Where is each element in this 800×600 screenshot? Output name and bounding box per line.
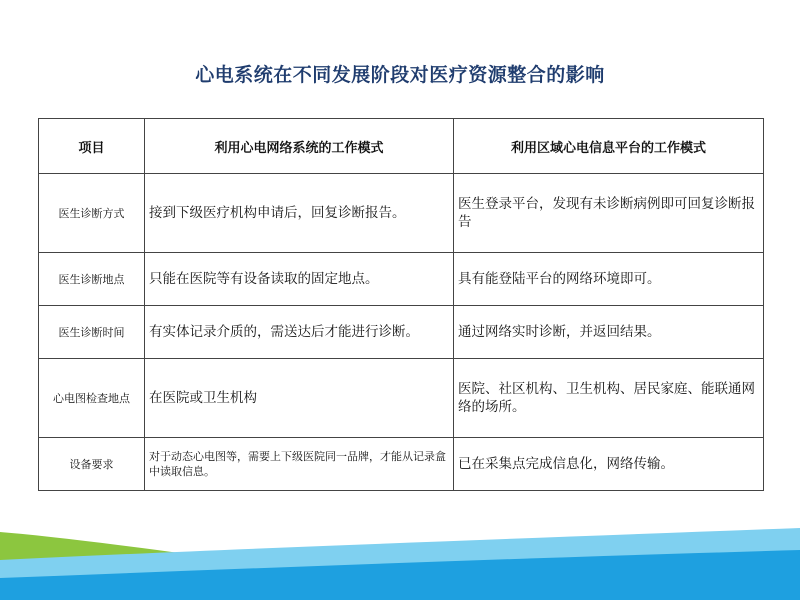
- comparison-table: [38, 118, 764, 491]
- header-platform-mode: 利用区域心电信息平台的工作模式: [454, 119, 764, 174]
- row-label: 心电图检查地点: [39, 359, 145, 438]
- row-label: 设备要求: [39, 438, 145, 491]
- platform-cell: 医院、社区机构、卫生机构、居民家庭、能联通网络的场所。: [454, 359, 764, 438]
- platform-cell: 已在采集点完成信息化，网络传输。: [454, 438, 764, 491]
- table-row: [39, 253, 764, 306]
- footer-wave-decoration: [0, 520, 800, 600]
- table-row: [39, 359, 764, 438]
- platform-cell: 医生登录平台，发现有未诊断病例即可回复诊断报告: [454, 174, 764, 253]
- network-cell: 接到下级医疗机构申请后，回复诊断报告。: [145, 174, 454, 253]
- platform-cell: 通过网络实时诊断，并返回结果。: [454, 306, 764, 359]
- row-label: 医生诊断时间: [39, 306, 145, 359]
- table-row: [39, 438, 764, 491]
- network-cell: 有实体记录介质的，需送达后才能进行诊断。: [145, 306, 454, 359]
- network-cell: 只能在医院等有设备读取的固定地点。: [145, 253, 454, 306]
- row-label: 医生诊断地点: [39, 253, 145, 306]
- table-header-row: [39, 119, 764, 174]
- table-row: [39, 174, 764, 253]
- table-row: [39, 306, 764, 359]
- slide-title: 心电系统在不同发展阶段对医疗资源整合的影响: [195, 64, 605, 86]
- header-item: 项目: [39, 119, 145, 174]
- network-cell: 在医院或卫生机构: [145, 359, 454, 438]
- row-label: 医生诊断方式: [39, 174, 145, 253]
- network-cell: 对于动态心电图等，需要上下级医院同一品牌，才能从记录盒中读取信息。: [145, 438, 454, 491]
- platform-cell: 具有能登陆平台的网络环境即可。: [454, 253, 764, 306]
- header-network-mode: 利用心电网络系统的工作模式: [145, 119, 454, 174]
